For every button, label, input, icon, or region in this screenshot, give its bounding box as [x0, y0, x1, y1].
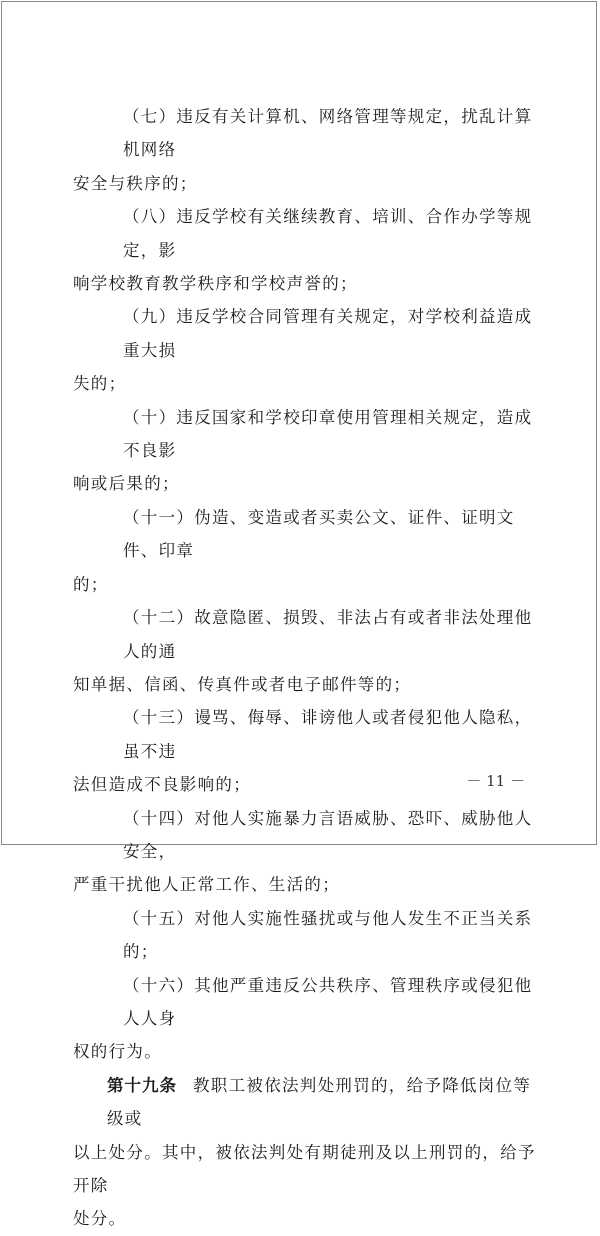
article-title: 第十九条 — [107, 1075, 177, 1095]
item-line: （七）违反有关计算机、网络管理等规定，扰乱计算机网络 — [123, 107, 533, 160]
item-line: （八）违反学校有关继续教育、培训、合作办学等规定，影 — [123, 207, 533, 260]
item-line: （十一）伪造、变造或者买卖公文、证件、证明文件、印章 — [123, 507, 515, 561]
article-line: 以上处分。其中，被依法判处有期徒刑及以上刑罚的，给予开除 — [73, 1142, 536, 1195]
item-line: 失的； — [73, 374, 127, 394]
item-line: （十六）其他严重违反公共秩序、管理秩序或侵犯他人人身 — [123, 975, 533, 1028]
item-line: （十）违反国家和学校印章使用管理相关规定，造成不良影 — [123, 407, 533, 461]
item-line: 的； — [73, 574, 109, 594]
item-line: 权的行为。 — [73, 1042, 162, 1062]
item-line: 安全与秩序的； — [73, 173, 198, 193]
list-item — [73, 200, 539, 300]
article-nineteen — [73, 1069, 539, 1236]
item-line: 响或后果的； — [73, 474, 180, 494]
list-item — [73, 969, 539, 1069]
article-line: 教职工被依法判处刑罚的，给予降低岗位等级或 — [107, 1075, 532, 1129]
item-line: （十三）谩骂、侮辱、诽谤他人或者侵犯他人隐私，虽不违 — [123, 708, 533, 761]
article-line: 处分。 — [73, 1209, 127, 1229]
item-line: 响学校教育教学秩序和学校声誉的； — [73, 274, 358, 294]
item-line: （九）违反学校合同管理有关规定，对学校利益造成重大损 — [123, 307, 533, 360]
page-number: － 11 － — [466, 772, 525, 790]
list-item — [73, 401, 539, 501]
item-line: （十五）对他人实施性骚扰或与他人发生不正当关系的； — [123, 908, 533, 962]
list-item — [73, 501, 539, 601]
item-line: 知单据、信函、传真件或者电子邮件等的； — [73, 674, 412, 694]
item-line: 严重干扰他人正常工作、生活的； — [73, 875, 340, 895]
item-line: （十四）对他人实施暴力言语威胁、恐吓、威胁他人安全， — [123, 808, 533, 861]
list-item — [73, 601, 539, 701]
document-body — [73, 100, 539, 1236]
list-item — [73, 100, 539, 200]
item-line: 法但造成不良影响的； — [73, 775, 251, 795]
item-line: （十二）故意隐匿、损毁、非法占有或者非法处理他人的通 — [123, 608, 533, 661]
list-item — [73, 300, 539, 400]
list-item — [107, 902, 539, 969]
list-item — [73, 802, 539, 902]
